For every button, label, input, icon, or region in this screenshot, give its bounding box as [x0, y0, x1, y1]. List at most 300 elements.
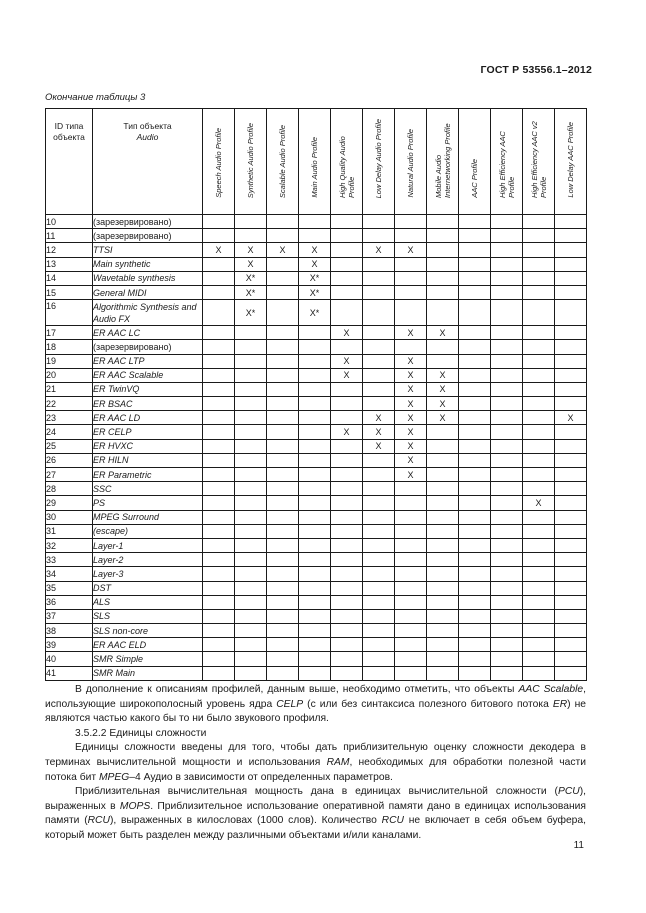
cell-profile-mark: [459, 382, 491, 396]
cell-profile-mark: [299, 581, 331, 595]
paragraph-text: AAC Scalable: [518, 684, 584, 695]
cell-profile-mark: [203, 482, 235, 496]
cell-profile-mark: [427, 257, 459, 271]
header-profile-label: Low Delay Audio Profile: [374, 118, 383, 198]
cell-profile-mark: [459, 482, 491, 496]
table-row: [46, 229, 587, 243]
cell-profile-mark: [459, 257, 491, 271]
cell-profile-mark: [491, 439, 523, 453]
cell-profile-mark: [523, 425, 555, 439]
cell-object-id: 14: [46, 271, 93, 285]
cell-profile-mark: X: [523, 496, 555, 510]
cell-profile-mark: X: [395, 468, 427, 482]
header-profile: [395, 109, 427, 215]
cell-profile-mark: [203, 285, 235, 299]
cell-object-id: 20: [46, 368, 93, 382]
cell-profile-mark: [523, 666, 555, 680]
cell-profile-mark: [459, 553, 491, 567]
paragraph-text: (с или без синтаксиса полезного битового потока: [303, 698, 553, 710]
paragraph-text: PCU: [557, 786, 580, 798]
cell-profile-mark: [235, 439, 267, 453]
cell-profile-mark: [203, 538, 235, 552]
cell-profile-mark: X: [363, 243, 395, 257]
cell-profile-mark: [235, 354, 267, 368]
cell-profile-mark: [427, 595, 459, 609]
cell-profile-mark: X: [427, 411, 459, 425]
cell-profile-mark: X*: [299, 271, 331, 285]
cell-profile-mark: [459, 609, 491, 623]
cell-object-type: PS: [93, 496, 203, 510]
cell-profile-mark: [299, 397, 331, 411]
header-profile: [363, 109, 395, 215]
cell-profile-mark: [299, 666, 331, 680]
table-row: [46, 382, 587, 396]
cell-profile-mark: [555, 368, 587, 382]
cell-profile-mark: [523, 229, 555, 243]
cell-profile-mark: [459, 581, 491, 595]
cell-profile-mark: [427, 666, 459, 680]
cell-object-id: 31: [46, 524, 93, 538]
cell-profile-mark: [267, 609, 299, 623]
cell-object-id: 36: [46, 595, 93, 609]
header-profile: [427, 109, 459, 215]
table-row: [46, 411, 587, 425]
cell-profile-mark: [299, 453, 331, 467]
cell-object-type: (зарезервировано): [93, 229, 203, 243]
cell-profile-mark: [203, 524, 235, 538]
cell-object-type: (зарезервировано): [93, 340, 203, 354]
cell-profile-mark: [555, 300, 587, 326]
cell-profile-mark: [299, 524, 331, 538]
cell-object-type: SMR Simple: [93, 652, 203, 666]
cell-profile-mark: [267, 425, 299, 439]
table-row: [46, 340, 587, 354]
cell-profile-mark: X*: [235, 285, 267, 299]
cell-object-id: 24: [46, 425, 93, 439]
cell-profile-mark: [363, 595, 395, 609]
cell-profile-mark: [363, 340, 395, 354]
cell-profile-mark: X*: [235, 271, 267, 285]
cell-profile-mark: [555, 285, 587, 299]
body-paragraph: [45, 741, 586, 785]
cell-profile-mark: [491, 340, 523, 354]
cell-profile-mark: X: [331, 326, 363, 340]
cell-profile-mark: [299, 624, 331, 638]
cell-profile-mark: [267, 553, 299, 567]
cell-profile-mark: [235, 326, 267, 340]
cell-profile-mark: [459, 595, 491, 609]
cell-profile-mark: [235, 453, 267, 467]
cell-profile-mark: [523, 257, 555, 271]
cell-profile-mark: [267, 411, 299, 425]
cell-profile-mark: [523, 510, 555, 524]
cell-profile-mark: [203, 638, 235, 652]
cell-profile-mark: [395, 496, 427, 510]
cell-profile-mark: [363, 567, 395, 581]
table-row: [46, 567, 587, 581]
cell-object-type: DST: [93, 581, 203, 595]
paragraph-text: 3.5.2.2 Единицы сложности: [75, 727, 207, 739]
cell-profile-mark: [235, 482, 267, 496]
header-profile: [523, 109, 555, 215]
cell-object-type: SLS: [93, 609, 203, 623]
cell-profile-mark: [395, 215, 427, 229]
cell-profile-mark: [555, 595, 587, 609]
header-profile-label: Natural Audio Profile: [406, 129, 415, 198]
cell-profile-mark: [459, 340, 491, 354]
cell-profile-mark: X: [331, 354, 363, 368]
cell-profile-mark: [427, 510, 459, 524]
cell-profile-mark: [427, 524, 459, 538]
cell-object-id: 21: [46, 382, 93, 396]
cell-profile-mark: [331, 624, 363, 638]
cell-profile-mark: [523, 243, 555, 257]
cell-profile-mark: [491, 581, 523, 595]
cell-profile-mark: [235, 510, 267, 524]
cell-profile-mark: [427, 581, 459, 595]
cell-profile-mark: [267, 567, 299, 581]
cell-profile-mark: X: [395, 411, 427, 425]
cell-object-id: 39: [46, 638, 93, 652]
table-row: [46, 285, 587, 299]
cell-profile-mark: [267, 524, 299, 538]
cell-profile-mark: [555, 482, 587, 496]
cell-profile-mark: [555, 567, 587, 581]
cell-profile-mark: [267, 652, 299, 666]
cell-profile-mark: [203, 609, 235, 623]
cell-object-id: 33: [46, 553, 93, 567]
table-row: [46, 609, 587, 623]
cell-profile-mark: [235, 567, 267, 581]
cell-profile-mark: [267, 300, 299, 326]
cell-profile-mark: X: [363, 411, 395, 425]
cell-profile-mark: [555, 468, 587, 482]
cell-profile-mark: [459, 453, 491, 467]
cell-object-id: 25: [46, 439, 93, 453]
cell-profile-mark: [363, 638, 395, 652]
cell-object-type: SSC: [93, 482, 203, 496]
cell-profile-mark: [299, 553, 331, 567]
cell-profile-mark: X: [395, 439, 427, 453]
cell-profile-mark: [555, 243, 587, 257]
cell-profile-mark: [427, 229, 459, 243]
cell-profile-mark: [523, 482, 555, 496]
cell-profile-mark: [395, 652, 427, 666]
cell-profile-mark: [363, 453, 395, 467]
cell-profile-mark: [203, 581, 235, 595]
cell-profile-mark: [555, 553, 587, 567]
cell-profile-mark: [331, 638, 363, 652]
cell-profile-mark: [331, 382, 363, 396]
cell-profile-mark: [363, 666, 395, 680]
header-profile-label: Speech Audio Profile: [214, 128, 223, 198]
cell-profile-mark: [363, 382, 395, 396]
cell-profile-mark: [299, 411, 331, 425]
cell-object-id: 19: [46, 354, 93, 368]
cell-profile-mark: [299, 229, 331, 243]
cell-profile-mark: X: [331, 425, 363, 439]
cell-profile-mark: [491, 411, 523, 425]
cell-profile-mark: [491, 397, 523, 411]
table-row: [46, 652, 587, 666]
cell-profile-mark: [491, 538, 523, 552]
cell-profile-mark: [267, 510, 299, 524]
cell-object-id: 40: [46, 652, 93, 666]
cell-profile-mark: [555, 609, 587, 623]
table-row: [46, 595, 587, 609]
cell-profile-mark: [235, 368, 267, 382]
cell-profile-mark: [395, 524, 427, 538]
cell-object-id: 38: [46, 624, 93, 638]
cell-profile-mark: [363, 215, 395, 229]
cell-profile-mark: [459, 439, 491, 453]
cell-profile-mark: [491, 666, 523, 680]
table-row: [46, 553, 587, 567]
cell-profile-mark: [331, 553, 363, 567]
cell-profile-mark: [267, 624, 299, 638]
cell-profile-mark: X: [395, 397, 427, 411]
cell-profile-mark: [459, 271, 491, 285]
cell-profile-mark: [203, 271, 235, 285]
paragraph-text: MOPS: [119, 800, 151, 812]
cell-object-id: 13: [46, 257, 93, 271]
table-row: [46, 638, 587, 652]
cell-object-type: Layer-2: [93, 553, 203, 567]
cell-profile-mark: [555, 397, 587, 411]
table-row: [46, 215, 587, 229]
cell-profile-mark: [267, 215, 299, 229]
cell-profile-mark: [203, 300, 235, 326]
table-caption: Окончание таблицы 3: [45, 92, 146, 103]
cell-profile-mark: [267, 666, 299, 680]
cell-profile-mark: X: [427, 368, 459, 382]
cell-object-type: ER AAC ELD: [93, 638, 203, 652]
cell-profile-mark: [363, 553, 395, 567]
cell-profile-mark: [267, 496, 299, 510]
cell-profile-mark: [331, 652, 363, 666]
cell-profile-mark: [427, 300, 459, 326]
cell-profile-mark: [363, 609, 395, 623]
cell-profile-mark: [523, 453, 555, 467]
cell-profile-mark: [427, 652, 459, 666]
header-profile: [331, 109, 363, 215]
cell-profile-mark: [299, 567, 331, 581]
cell-profile-mark: [459, 652, 491, 666]
cell-profile-mark: [395, 300, 427, 326]
cell-profile-mark: [299, 368, 331, 382]
cell-object-id: 16: [46, 300, 93, 326]
cell-profile-mark: [331, 285, 363, 299]
cell-profile-mark: [459, 354, 491, 368]
cell-profile-mark: [491, 285, 523, 299]
cell-profile-mark: [523, 300, 555, 326]
cell-profile-mark: X: [395, 354, 427, 368]
cell-profile-mark: [459, 468, 491, 482]
cell-profile-mark: [555, 271, 587, 285]
cell-object-type: ER BSAC: [93, 397, 203, 411]
cell-profile-mark: [523, 524, 555, 538]
cell-profile-mark: [491, 453, 523, 467]
cell-profile-mark: [491, 510, 523, 524]
cell-profile-mark: [267, 453, 299, 467]
cell-profile-mark: [523, 624, 555, 638]
cell-profile-mark: [491, 271, 523, 285]
cell-object-type: MPEG Surround: [93, 510, 203, 524]
cell-profile-mark: [299, 510, 331, 524]
cell-profile-mark: [363, 368, 395, 382]
cell-object-type: TTSI: [93, 243, 203, 257]
table-row: [46, 243, 587, 257]
cell-profile-mark: [267, 482, 299, 496]
cell-profile-mark: [523, 340, 555, 354]
cell-object-type: SMR Main: [93, 666, 203, 680]
table-body: [46, 215, 587, 681]
cell-profile-mark: [427, 215, 459, 229]
cell-profile-mark: [395, 595, 427, 609]
cell-profile-mark: [331, 243, 363, 257]
cell-profile-mark: X: [299, 243, 331, 257]
cell-profile-mark: [203, 439, 235, 453]
cell-profile-mark: [491, 257, 523, 271]
cell-profile-mark: [491, 482, 523, 496]
header-profile-label: Mobile Audio Internetworking Profile: [433, 123, 452, 198]
header-profile-label: Scalable Audio Profile: [278, 124, 287, 198]
cell-profile-mark: [491, 496, 523, 510]
cell-profile-mark: [555, 215, 587, 229]
body-paragraph: [45, 727, 586, 742]
cell-profile-mark: [555, 229, 587, 243]
table-row: [46, 271, 587, 285]
header-profile: [299, 109, 331, 215]
cell-profile-mark: [427, 243, 459, 257]
cell-object-id: 32: [46, 538, 93, 552]
cell-profile-mark: [395, 285, 427, 299]
paragraph-text: Единицы сложности введены для того, чтобы дать приблизительную оценку сложности декодера в терминах вычислительной мощности и использования: [45, 742, 586, 768]
paragraph-text: ) не являются частью какого бы то ни было звукового профиля.: [45, 698, 586, 725]
cell-profile-mark: [299, 354, 331, 368]
cell-profile-mark: [523, 567, 555, 581]
cell-profile-mark: X*: [299, 300, 331, 326]
cell-profile-mark: [523, 609, 555, 623]
cell-profile-mark: [395, 340, 427, 354]
cell-profile-mark: [235, 340, 267, 354]
cell-profile-mark: [235, 638, 267, 652]
cell-object-type: Layer-3: [93, 567, 203, 581]
cell-profile-mark: [267, 368, 299, 382]
cell-profile-mark: [267, 354, 299, 368]
paragraph-text: MPEG: [98, 771, 130, 783]
cell-profile-mark: [427, 496, 459, 510]
cell-profile-mark: [523, 285, 555, 299]
cell-profile-mark: [427, 354, 459, 368]
cell-profile-mark: [395, 624, 427, 638]
cell-profile-mark: X: [267, 243, 299, 257]
cell-profile-mark: [331, 215, 363, 229]
header-profile-label: Main Audio Profile: [310, 137, 319, 198]
cell-profile-mark: [427, 285, 459, 299]
cell-object-id: 35: [46, 581, 93, 595]
header-object-type-label: Тип объекта: [123, 121, 172, 131]
cell-profile-mark: [299, 382, 331, 396]
cell-object-type: ER CELP: [93, 425, 203, 439]
cell-profile-mark: [523, 368, 555, 382]
cell-profile-mark: [299, 496, 331, 510]
cell-profile-mark: [203, 368, 235, 382]
cell-profile-mark: [299, 340, 331, 354]
cell-profile-mark: [267, 382, 299, 396]
cell-profile-mark: [555, 340, 587, 354]
cell-profile-mark: [203, 496, 235, 510]
header-profile-label: Low Delay AAC Profile: [566, 122, 575, 198]
cell-profile-mark: [459, 425, 491, 439]
paragraph-text: RAM: [326, 756, 350, 768]
cell-profile-mark: [235, 425, 267, 439]
cell-profile-mark: [363, 538, 395, 552]
cell-profile-mark: [459, 524, 491, 538]
cell-profile-mark: [203, 340, 235, 354]
cell-object-id: 29: [46, 496, 93, 510]
table-row: [46, 397, 587, 411]
cell-profile-mark: [363, 257, 395, 271]
cell-profile-mark: [363, 652, 395, 666]
cell-profile-mark: X: [395, 382, 427, 396]
cell-profile-mark: [459, 510, 491, 524]
cell-profile-mark: [235, 468, 267, 482]
page-number: 11: [573, 840, 584, 851]
cell-profile-mark: [555, 510, 587, 524]
cell-object-type: ER HILN: [93, 453, 203, 467]
table-row: [46, 581, 587, 595]
cell-profile-mark: [459, 624, 491, 638]
cell-object-id: 26: [46, 453, 93, 467]
cell-profile-mark: [395, 609, 427, 623]
profiles-table: [45, 108, 587, 681]
header-profile-label: High Efficiency AAC v2 Profile: [529, 121, 548, 198]
cell-profile-mark: [555, 638, 587, 652]
cell-profile-mark: [267, 326, 299, 340]
cell-profile-mark: [555, 496, 587, 510]
cell-profile-mark: [363, 271, 395, 285]
cell-profile-mark: [203, 510, 235, 524]
cell-profile-mark: [331, 538, 363, 552]
cell-profile-mark: [459, 229, 491, 243]
cell-profile-mark: [235, 397, 267, 411]
cell-profile-mark: [203, 397, 235, 411]
cell-profile-mark: [427, 439, 459, 453]
cell-profile-mark: [555, 538, 587, 552]
cell-object-id: 15: [46, 285, 93, 299]
cell-profile-mark: [395, 538, 427, 552]
table-row: [46, 538, 587, 552]
cell-profile-mark: [203, 567, 235, 581]
cell-profile-mark: [491, 300, 523, 326]
cell-profile-mark: X: [395, 425, 427, 439]
cell-profile-mark: X*: [299, 285, 331, 299]
cell-profile-mark: [203, 215, 235, 229]
paragraph-text: –4 Аудио в зависимости от определенных параметров.: [129, 771, 393, 783]
table-row: [46, 425, 587, 439]
cell-object-id: 37: [46, 609, 93, 623]
cell-object-type: ER TwinVQ: [93, 382, 203, 396]
cell-profile-mark: [491, 567, 523, 581]
cell-profile-mark: [395, 553, 427, 567]
cell-profile-mark: [331, 300, 363, 326]
body-text: [45, 683, 586, 844]
cell-profile-mark: [491, 229, 523, 243]
cell-profile-mark: [523, 271, 555, 285]
cell-profile-mark: [235, 666, 267, 680]
cell-object-id: 11: [46, 229, 93, 243]
